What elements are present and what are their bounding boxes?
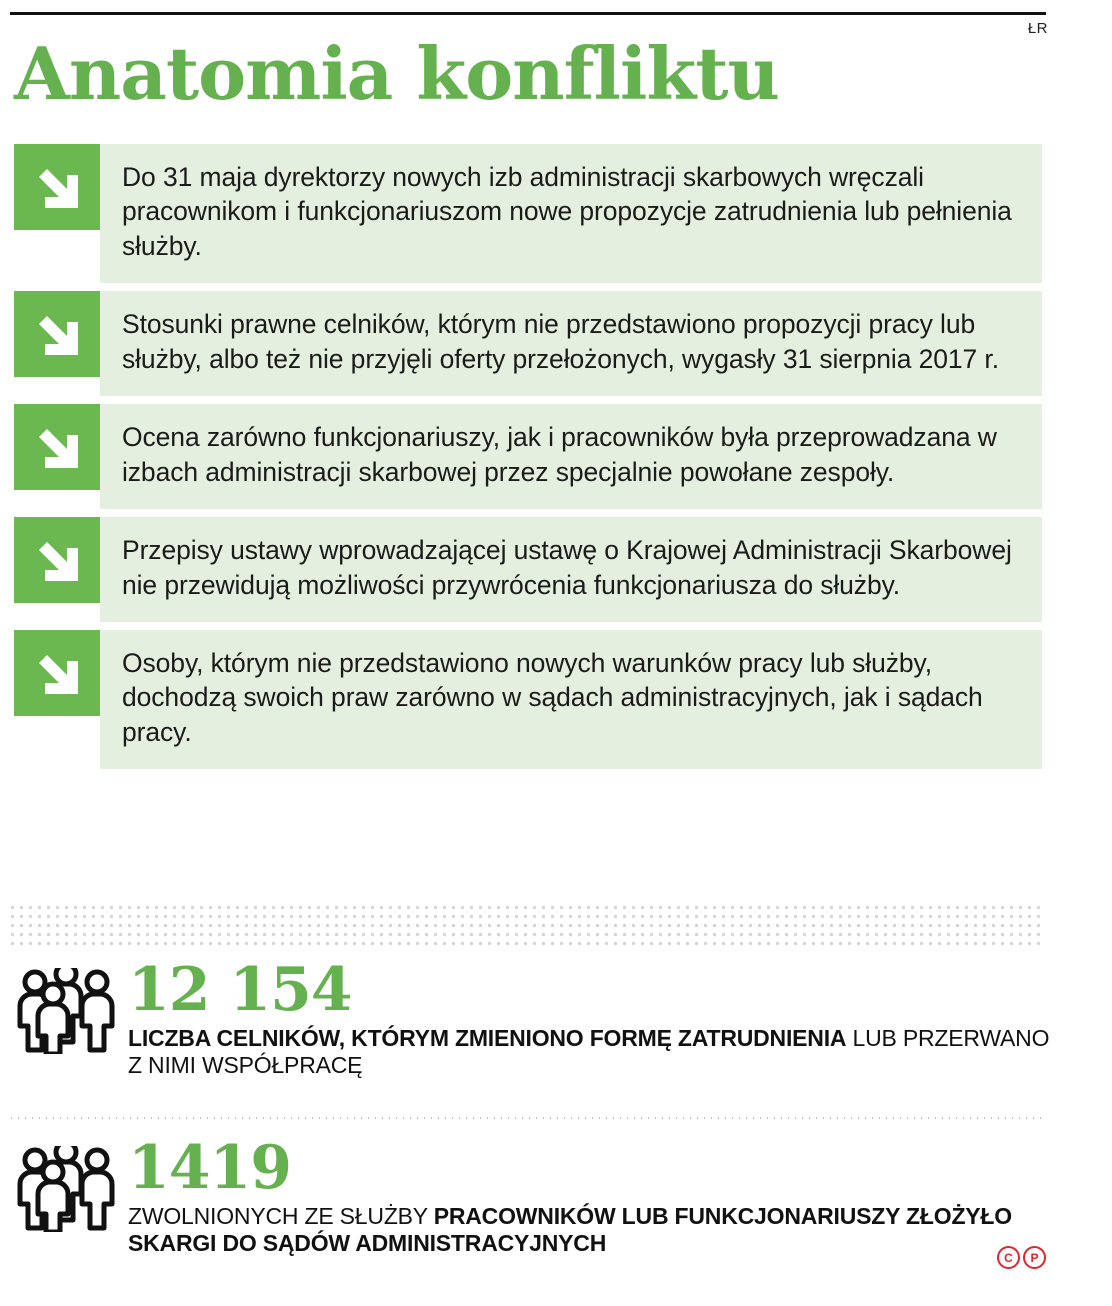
arrow-down-right-icon: [14, 144, 100, 230]
stat-caption: [128, 1203, 1054, 1257]
arrow-down-right-icon: [14, 630, 100, 716]
list-item-text: [100, 630, 1042, 769]
arrow-down-right-icon: [14, 291, 100, 377]
dotted-band-divider: [8, 903, 1042, 947]
arrow-down-right-icon: [14, 404, 100, 490]
bullet-paragraph: Osoby, którym nie przedstawiono nowych warunków pracy lub służby, dochodzą swoich praw zarówno w sądach administracyjnych, jak i sądach pracy.: [122, 647, 983, 747]
top-rule-divider: [10, 12, 1046, 15]
bullet-paragraph: Stosunki prawne celników, którym nie przedstawiono propozycji pracy lub służby, albo też nie przyjęli oferty przełożonych, wygasły 31 sierpnia 2017 r.: [122, 309, 999, 374]
bullet-paragraph: Ocena zarówno funkcjonariuszy, jak i pracowników była przeprowadzana w izbach administracji skarbowej przez specjalnie powołane zespoły.: [122, 422, 997, 487]
page-title: Anatomia konfliktu: [14, 31, 779, 116]
arrow-down-right-icon: [14, 517, 100, 603]
list-item: [14, 517, 1042, 622]
list-item-text: [100, 144, 1042, 283]
stat-number: 1419: [128, 1133, 291, 1203]
list-item-text: [100, 517, 1042, 622]
list-item-text: [100, 404, 1042, 509]
list-item: [14, 404, 1042, 509]
author-credit: ŁR: [1027, 20, 1048, 37]
stat-caption-light: ZWOLNIONYCH ZE SŁUŻBY: [128, 1203, 434, 1229]
list-item: [14, 630, 1042, 769]
list-item-text: [100, 291, 1042, 396]
stat-block-employment-change: [14, 955, 1054, 1079]
copyright-icon: C: [997, 1246, 1020, 1269]
list-item: [14, 291, 1042, 396]
dotted-rule-divider: [8, 1117, 1042, 1119]
stat-body: [128, 955, 1054, 1079]
bullet-paragraph: Do 31 maja dyrektorzy nowych izb administracji skarbowych wręczali pracownikom i funkcjonariuszom nowe propozycje zatrudnienia lub pełnienia służby.: [122, 162, 1012, 261]
stat-body: [128, 1133, 1054, 1257]
bullet-list: [14, 144, 1042, 777]
list-item: [14, 144, 1042, 283]
bullet-paragraph: Przepisy ustawy wprowadzającej ustawę o Krajowej Administracji Skarbowej nie przewidują możliwości przywrócenia funkcjonariusza do służby.: [122, 535, 1012, 600]
phonogram-icon: P: [1023, 1246, 1046, 1269]
stat-number: 12 154: [128, 955, 352, 1025]
copyright-marks: [997, 1246, 1046, 1269]
stat-caption: [128, 1025, 1054, 1079]
people-group-icon: [14, 962, 118, 1054]
stat-caption-bold: LICZBA CELNIKÓW, KTÓRYM ZMIENIONO FORMĘ ZATRUDNIENIA: [128, 1025, 847, 1051]
people-group-icon: [14, 1140, 118, 1232]
stat-caption-bold: PRACOWNIKÓW LUB FUNKCJONARIUSZY ZŁOŻYŁO SKARGI DO SĄDÓW ADMINISTRACYJNYCH: [128, 1203, 1012, 1257]
stat-caption-light: LUB PRZERWANO Z NIMI WSPÓŁPRACĘ: [128, 1025, 1050, 1079]
stat-block-court-complaints: [14, 1133, 1054, 1257]
